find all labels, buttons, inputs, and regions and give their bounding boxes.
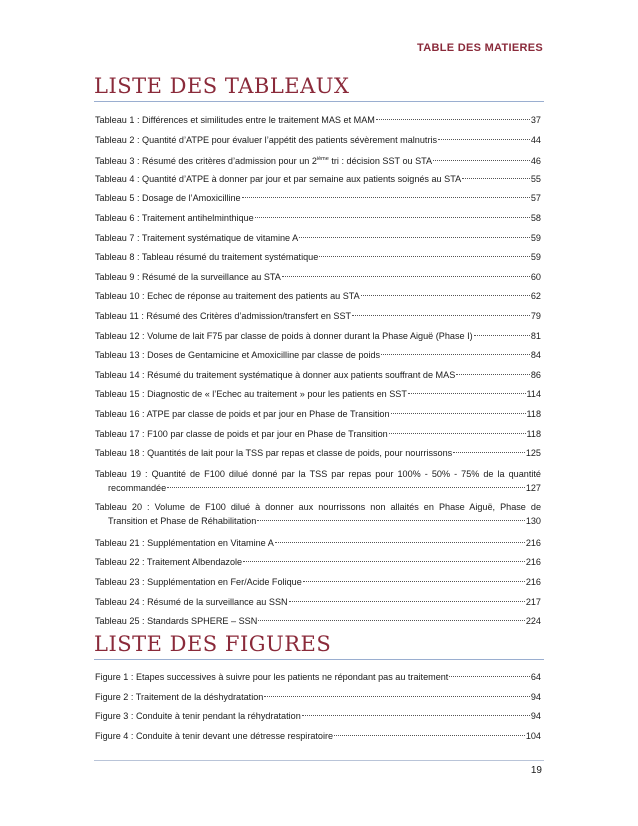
toc-entry-table-2[interactable] [95, 131, 541, 151]
toc-entry-page: 216 [525, 577, 541, 588]
toc-entry-figure-1[interactable] [95, 668, 541, 688]
dot-leader [275, 541, 525, 543]
toc-entry-label-line2: recommandée [108, 482, 167, 493]
dot-leader [462, 177, 530, 179]
toc-entry-page: 84 [530, 350, 541, 361]
toc-entry-label: Tableau 4 : Quantité d’ATPE à donner par jour et par semaine aux patients soignés au STA [95, 173, 462, 184]
toc-entry-table-10[interactable] [95, 287, 541, 307]
tables-list [95, 111, 541, 632]
toc-entry-table-5[interactable] [95, 189, 541, 209]
toc-entry-table-25[interactable] [95, 612, 541, 632]
dot-leader [453, 451, 525, 453]
toc-entry-page: 64 [530, 672, 541, 682]
superscript: ième [316, 156, 329, 163]
dot-leader [449, 675, 530, 677]
toc-entry-label: Tableau 9 : Résumé de la surveillance au STA [95, 271, 281, 282]
toc-entry-label: Tableau 24 : Résumé de la surveillance au SSN [95, 596, 288, 607]
toc-entry-label-line2: Transition et Phase de Réhabilitation [108, 516, 257, 527]
toc-entry-figure-4[interactable] [95, 727, 541, 747]
toc-entry-table-1[interactable] [95, 111, 541, 131]
toc-entry-page: 62 [530, 291, 541, 302]
toc-entry-table-9[interactable] [95, 268, 541, 288]
toc-entry-page: 86 [530, 369, 541, 380]
dot-leader [334, 734, 525, 736]
toc-entry-label: Tableau 21 : Supplémentation en Vitamine A [95, 537, 274, 548]
toc-entry-label-line1: Tableau 20 : Volume de F100 dilué à donner aux nourrissons non allaités en Phase Aiguë, Phase de [95, 502, 541, 513]
toc-entry-page: 59 [530, 232, 541, 243]
toc-entry-table-15[interactable] [95, 385, 541, 405]
toc-entry-label: Figure 2 : Traitement de la déshydratation [95, 691, 264, 702]
toc-entry-page: 118 [526, 408, 541, 419]
toc-entry-table-12[interactable] [95, 327, 541, 347]
dot-leader [319, 255, 530, 257]
dot-leader [167, 486, 525, 488]
page-number: 19 [530, 765, 542, 776]
toc-entry-page: 104 [525, 730, 541, 741]
toc-entry-page: 118 [526, 428, 541, 439]
toc-entry-page: 58 [530, 212, 541, 223]
toc-entry-page: 44 [530, 134, 541, 145]
toc-entry-label: Tableau 7 : Traitement systématique de vitamine A [95, 232, 299, 243]
toc-entry-label: Tableau 17 : F100 par classe de poids et par jour en Phase de Transition [95, 428, 388, 439]
toc-entry-page: 217 [525, 596, 541, 607]
dot-leader [474, 334, 530, 336]
toc-entry-label [95, 150, 432, 172]
toc-entry-label: Tableau 18 : Quantités de lait pour la TSS par repas et classe de poids, pour nourrissons [95, 448, 453, 459]
toc-entry-label: Figure 3 : Conduite à tenir pendant la réhydratation [95, 711, 301, 722]
toc-entry-label: Tableau 14 : Résumé du traitement systématique à donner aux patients souffrant de MAS [95, 369, 456, 380]
toc-entry-page: 60 [530, 271, 541, 282]
footer-rule [94, 760, 544, 761]
toc-entry-figure-3[interactable] [95, 707, 541, 727]
toc-entry-page: 127 [525, 482, 541, 493]
toc-entry-label: Figure 4 : Conduite à tenir devant une détresse respiratoire [95, 730, 334, 741]
toc-entry-table-14[interactable] [95, 366, 541, 386]
toc-entry-page: 216 [525, 537, 541, 548]
toc-entry-table-21[interactable] [95, 534, 541, 554]
dot-leader [456, 373, 530, 375]
toc-entry-label: Tableau 8 : Tableau résumé du traitement systématique [95, 252, 319, 263]
dot-leader [255, 216, 530, 218]
toc-entry-page: 94 [530, 711, 541, 722]
toc-entry-figure-2[interactable] [95, 688, 541, 708]
toc-entry-page: 81 [530, 330, 541, 341]
toc-entry-label: Tableau 5 : Dosage de l’Amoxicilline [95, 193, 241, 204]
dot-leader [376, 118, 530, 120]
toc-entry-page: 37 [530, 115, 541, 125]
dot-leader [381, 353, 530, 355]
toc-entry-label-part: Tableau 3 : Résumé des critères d’admission pour un 2 [95, 156, 317, 167]
toc-entry-table-16[interactable] [95, 405, 541, 425]
figures-list [95, 668, 541, 746]
toc-entry-table-8[interactable] [95, 248, 541, 268]
dot-leader [438, 138, 530, 140]
toc-entry-label: Tableau 25 : Standards SPHERE – SSN [95, 616, 258, 627]
toc-entry-table-17[interactable] [95, 425, 541, 445]
dot-leader [361, 294, 530, 296]
toc-entry-label: Figure 1 : Etapes successives à suivre pour les patients ne répondant pas au traitement [95, 672, 449, 682]
toc-entry-page: 224 [525, 616, 541, 627]
tables-section-title: LISTE DES TABLEAUX [94, 74, 544, 102]
toc-entry-label-line1: Tableau 19 : Quantité de F100 dilué donné par la TSS par repas pour 100% - 50% - 75% de la quantité [95, 468, 541, 479]
toc-entry-table-22[interactable] [95, 553, 541, 573]
toc-entry-table-24[interactable] [95, 593, 541, 613]
dot-leader [257, 519, 525, 521]
toc-entry-page: 125 [525, 448, 541, 459]
toc-entry-label: Tableau 22 : Traitement Albendazole [95, 557, 243, 568]
toc-entry-label: Tableau 15 : Diagnostic de « l’Echec au traitement » pour les patients en SST [95, 389, 407, 400]
toc-entry-table-3[interactable] [95, 150, 541, 170]
toc-entry-label: Tableau 10 : Echec de réponse au traitement des patients au STA [95, 291, 360, 302]
dot-leader [408, 392, 526, 394]
dot-leader [282, 275, 530, 277]
toc-entry-label: Tableau 11 : Résumé des Critères d’admission/transfert en SST [95, 310, 352, 321]
dot-leader [264, 695, 530, 697]
toc-entry-table-18[interactable] [95, 444, 541, 464]
toc-entry-label: Tableau 16 : ATPE par classe de poids et par jour en Phase de Transition [95, 408, 390, 419]
toc-entry-page: 46 [530, 156, 541, 167]
toc-entry-table-23[interactable] [95, 573, 541, 593]
dot-leader [303, 580, 525, 582]
dot-leader [242, 196, 530, 198]
toc-entry-page: 94 [530, 691, 541, 702]
toc-entry-page: 216 [525, 557, 541, 568]
toc-entry-label: Tableau 6 : Traitement antihelminthique [95, 212, 254, 223]
dot-leader [258, 619, 525, 621]
toc-entry-table-7[interactable] [95, 229, 541, 249]
toc-entry-label-part: tri : décision SST ou STA [328, 156, 433, 167]
dot-leader [243, 560, 525, 562]
toc-entry-label: Tableau 13 : Doses de Gentamicine et Amoxicilline par classe de poids [95, 350, 381, 361]
toc-entry-page: 114 [526, 389, 541, 400]
toc-entry-page: 130 [525, 516, 541, 527]
toc-entry-table-13[interactable] [95, 346, 541, 366]
toc-entry-label: Tableau 2 : Quantité d’ATPE pour évaluer l’appétit des patients sévèrement malnutris [95, 134, 438, 145]
dot-leader [389, 432, 526, 434]
toc-entry-page: 59 [530, 252, 541, 263]
toc-entry-label: Tableau 23 : Supplémentation en Fer/Acide Folique [95, 577, 302, 588]
toc-entry-table-6[interactable] [95, 209, 541, 229]
dot-leader [352, 314, 530, 316]
dot-leader [289, 600, 525, 602]
toc-entry-table-4[interactable] [95, 170, 541, 190]
dot-leader [299, 236, 530, 238]
toc-entry-table-11[interactable] [95, 307, 541, 327]
dot-leader [302, 714, 530, 716]
figures-section-title: LISTE DES FIGURES [94, 632, 544, 660]
running-header: TABLE DES MATIERES [417, 42, 543, 54]
toc-entry-table-19[interactable] [95, 464, 541, 495]
dot-leader [391, 412, 526, 414]
dot-leader [433, 159, 530, 161]
toc-entry-page: 57 [530, 193, 541, 204]
toc-entry-page: 79 [530, 310, 541, 321]
toc-entry-label: Tableau 12 : Volume de lait F75 par classe de poids à donner durant la Phase Aiguë (Phase I) [95, 330, 473, 341]
toc-entry-label: Tableau 1 : Différences et similitudes entre le traitement MAS et MAM [95, 115, 375, 125]
toc-entry-page: 55 [530, 173, 541, 184]
toc-entry-table-20[interactable] [95, 500, 541, 528]
